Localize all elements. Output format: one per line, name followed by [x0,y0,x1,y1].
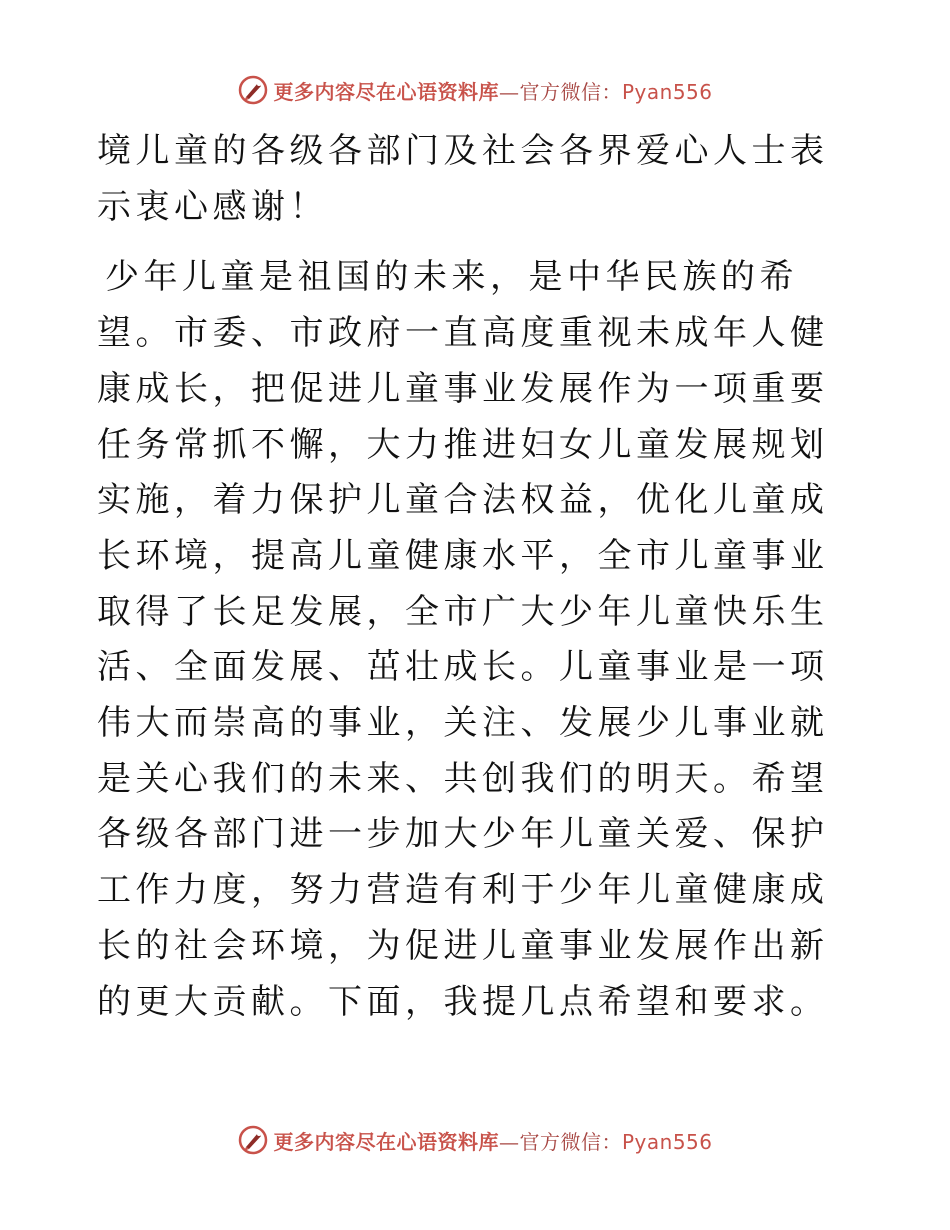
banner-text [273,76,712,105]
pen-nib-logo-icon [237,1124,269,1156]
banner-lead-text: 更多内容尽在心语资料库 [273,79,499,104]
paragraph: 少年儿童是祖国的未来，是中华民族的希望。市委、市政府一直高度重视未成年人健康成长，把促进儿童事业发展作为一项重要任务常抓不懈，大力推进妇女儿童发展规划实施，着力保护儿童合法权益，优化儿童成长环境，提高儿童健康水平，全市儿童事业取得了长足发展，全市广大少年儿童快乐生活、全面发展、茁壮成长。儿童事业是一项伟大而崇高的事业，关注、发展少儿事业就是关心我们的未来、共创我们的明天。希望各级各部门进一步加大少年儿童关爱、保护工作力度，努力营造有利于少年儿童健康成长的社会环境，为促进儿童事业发展作出新的更大贡献。下面，我提几点希望和要求。 [97,257,829,1022]
banner-wechat-id: Pyan556 [621,79,713,104]
paragraph: 境儿童的各级各部门及社会各界爱心人士表示衷心感谢！ [97,131,829,227]
banner-wechat-id: Pyan556 [621,1129,713,1154]
banner-wechat-label: —官方微信： [498,79,622,104]
banner-wechat-label: —官方微信： [498,1129,622,1154]
banner-text [273,1126,712,1155]
header-banner [0,70,950,110]
document-body [97,124,857,1030]
pen-nib-logo-icon [237,74,269,106]
banner-lead-text: 更多内容尽在心语资料库 [273,1129,499,1154]
footer-banner [0,1120,950,1160]
